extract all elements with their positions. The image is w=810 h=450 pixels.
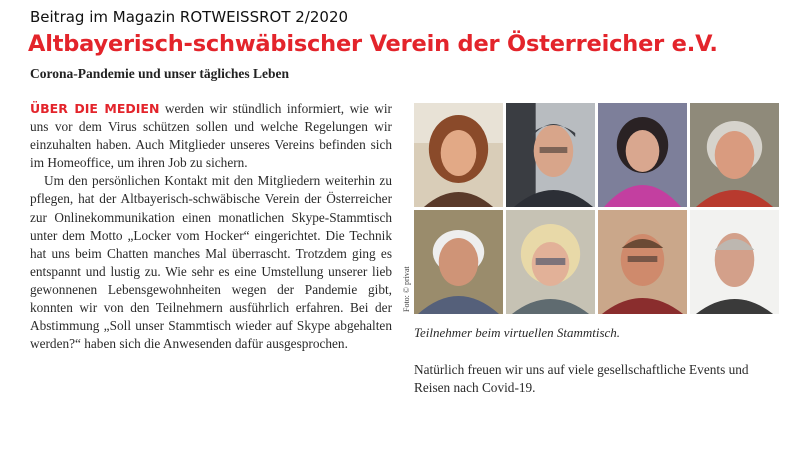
participant-photo bbox=[690, 210, 779, 314]
participant-photo bbox=[598, 210, 687, 314]
source-note: Beitrag im Magazin ROTWEISSROT 2/2020 bbox=[30, 8, 349, 26]
article-subheadline: Corona-Pandemie und unser tägliches Leben bbox=[30, 66, 290, 81]
participant-photo bbox=[506, 210, 595, 314]
participant-photo bbox=[414, 103, 503, 207]
article-headline: Altbayerisch-schwäbischer Verein der Österreicher e.V. bbox=[28, 31, 718, 57]
paragraph-1-text: werden wir stündlich informiert, wie wir uns vor dem Virus schützen sollen und welche Regelungen wir einzuhalten haben. Auch Mitglieder unseres Vereins befinden sich im Homeoffice, um ihren Job zu sichern. bbox=[30, 101, 392, 171]
article-paragraph-1 bbox=[30, 100, 392, 172]
article-paragraph-2: Um den persönlichen Kontakt mit den Mitgliedern weiterhin zu pflegen, hat der Altbayerisch-schwäbische Verein der Österreicher zur Onlinekommunikation einen monatlichen Skype-Stammtisch unter dem Motto „Locker vom Hocker“ eingerichtet. Die Technik hat uns beim Chatten manches Mal überrascht. Trotzdem ging es entspannt und lustig zu. Wie sehr es eine Umstellung unserer lieb gewonnenen Lebensgewohnheiten wegen der Pandemie gibt, konnten wir von den Teilnehmern ausführlich erfahren. Bei der Abstimmung „Soll unser Stammtisch wieder auf Skype abgehalten werden?“ haben sich die Anwesenden dafür ausgesprochen. bbox=[30, 173, 392, 352]
photo-caption: Teilnehmer beim virtuellen Stammtisch. bbox=[414, 325, 621, 340]
lead-in: ÜBER DIE MEDIEN bbox=[30, 101, 160, 116]
photo-credit: Foto: © privat bbox=[402, 266, 411, 312]
closing-paragraph: Natürlich freuen wir uns auf viele gesellschaftliche Events und Reisen nach Covid-19. bbox=[414, 362, 749, 396]
participant-photo bbox=[506, 103, 595, 207]
article-body bbox=[30, 100, 392, 353]
participant-photo bbox=[598, 103, 687, 207]
participant-photo bbox=[414, 210, 503, 314]
participant-photo bbox=[690, 103, 779, 207]
video-call-photo bbox=[414, 103, 779, 314]
